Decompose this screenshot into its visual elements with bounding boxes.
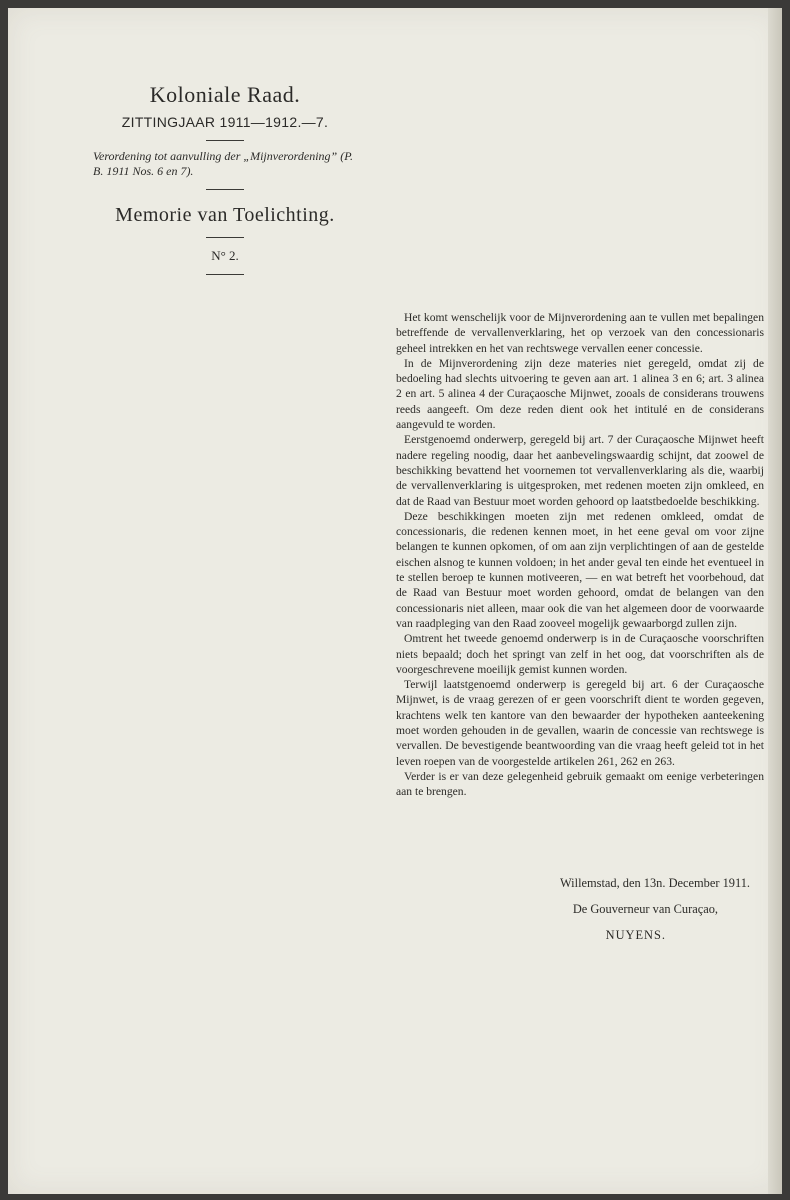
paragraph: Het komt wenschelijk voor de Mijnverordening aan te vullen met bepalingen betreffende de vervallenverklaring, het op verzoek van den concessionaris geheel intrekken en het van rechtswege vervallen eener concessie.: [396, 311, 764, 355]
divider: [206, 140, 244, 141]
document-number: N° 2.: [211, 248, 239, 263]
divider: [206, 237, 244, 238]
signature-block: [396, 876, 764, 943]
council-title: Koloniale Raad.: [149, 82, 301, 107]
paragraph: Terwijl laatstgenoemd onderwerp is geregeld bij art. 6 der Curaçaosche Mijnwet, is de vraag gerezen of er geen voorschrift dient te worden gegeven, krachtens welk ten kantore van den bewaarder der hypotheken aanteekening moet worden gehouden in de gevallen, waarin de concessie van rechtswege is vervallen. De bevestigende beantwoording van die vraag heeft geleid tot in het leven roepen van de voorgestelde artikelen 261, 262 en 263.: [396, 678, 764, 768]
document-heading: Memorie van Toelichting.: [115, 204, 335, 226]
paragraph: In de Mijnverordening zijn deze materies niet geregeld, omdat zij de bedoeling had slechts uitvoering te geven aan art. 1 alinea 3 en 6; art. 3 alinea 2 en art. 5 alinea 4 der Curaçaosche Mijnwet, zooals de considerans trouwens reeds aangeeft. Om deze reden dient ook het intitulé en de considerans aangevuld te worden.: [396, 356, 764, 432]
place-date: Willemstad, den 13n. December 1911.: [559, 876, 750, 890]
signatory-name: NUYENS.: [605, 928, 666, 942]
subject-line: Verordening tot aanvulling der „Mijnverordening” (P. B. 1911 Nos. 6 en 7).: [93, 149, 353, 178]
paragraph: Deze beschikkingen moeten zijn met redenen omkleed, omdat de concessionaris, die redenen kennen moet, in het eene geval om voor zijne belangen te kunnen opkomen, of om aan zijn verplichtingen of aan de gestelde eischen alsnog te kunnen voldoen; in het ander geval ten einde het eventueel in te stellen beroep te kunnen motiveeren, — en wat betreft het voorbehoud, dat de Raad van Bestuur moet worden gehoord, omdat de belangen van den concessionaris niet alleen, maar ook die van het algemeen door de voorwaarde van raadpleging van den Raad zooveel mogelijk gewaarborgd zullen zijn.: [396, 509, 764, 630]
document-header: [85, 82, 365, 275]
divider: [206, 274, 244, 275]
page-edge: [768, 8, 782, 1194]
paragraph: Omtrent het tweede genoemd onderwerp is in de Curaçaosche voorschriften niets bepaald; doch het springt van zelf in het oog, dat voorschriften als de voorgeschrevene moeilijk gemist kunnen worden.: [396, 632, 764, 676]
divider: [206, 189, 244, 190]
body-text: [396, 310, 764, 800]
paragraph: Verder is er van deze gelegenheid gebruik gemaakt om eenige verbeteringen aan te brengen.: [396, 769, 764, 799]
session-label: ZITTINGJAAR 1911—1912.—7.: [121, 114, 329, 130]
paragraph: Eerstgenoemd onderwerp, geregeld bij art. 7 der Curaçaosche Mijnwet heeft nadere regeling noodig, daar het aanbevelingswaardig schijnt, dat zoowel de beschikking bevattend het voornemen tot vervallenverklaring als die, waarbij de vervallenverklaring is uitgesproken, met redenen moeten zijn omkleed, en dat de Raad van Bestuur moet worden gehoord op laatstbedoelde beschikking.: [396, 433, 764, 508]
signatory-title: De Gouverneur van Curaçao,: [572, 902, 718, 916]
